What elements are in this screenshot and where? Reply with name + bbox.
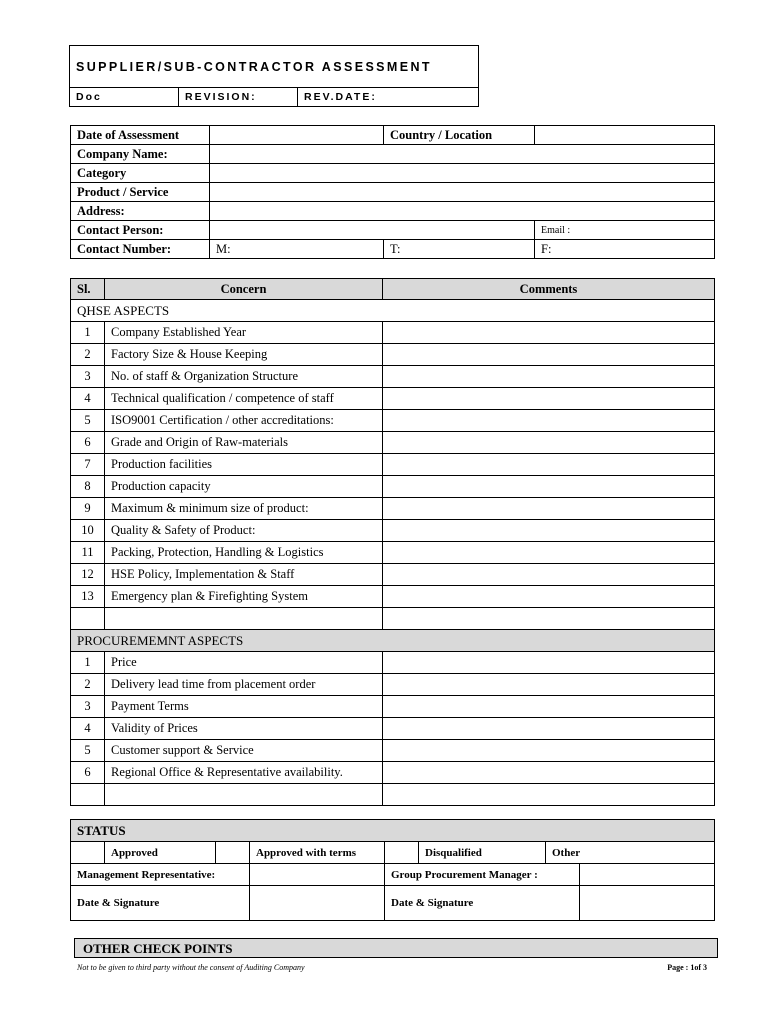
approved-with-terms-label: Approved with terms: [250, 842, 385, 864]
blank-comments-cell[interactable]: [383, 608, 715, 630]
comments-field[interactable]: [383, 520, 715, 542]
contact-person-label: Contact Person:: [71, 221, 210, 240]
comments-field[interactable]: [383, 542, 715, 564]
supplier-info-table: [70, 125, 715, 259]
concern-text: Price: [105, 652, 383, 674]
rev-date-field[interactable]: REV.DATE:: [298, 88, 479, 107]
product-service-label: Product / Service: [71, 183, 210, 202]
col-concern-header: Concern: [105, 279, 383, 300]
comments-field[interactable]: [383, 344, 715, 366]
company-name-field[interactable]: [210, 145, 715, 164]
concern-text: Emergency plan & Firefighting System: [105, 586, 383, 608]
concern-text: Delivery lead time from placement order: [105, 674, 383, 696]
page-number: Page : 1of 3: [667, 963, 707, 972]
concern-text: HSE Policy, Implementation & Staff: [105, 564, 383, 586]
concern-row: [71, 476, 715, 498]
concern-row: [71, 322, 715, 344]
row-number: 9: [71, 498, 105, 520]
company-name-label: Company Name:: [71, 145, 210, 164]
concern-text: Validity of Prices: [105, 718, 383, 740]
concern-row: [71, 454, 715, 476]
blank-comments-cell[interactable]: [383, 784, 715, 806]
telephone-field[interactable]: T:: [384, 240, 535, 259]
approved-label: Approved: [105, 842, 216, 864]
procurement-rows: [71, 652, 715, 784]
comments-field[interactable]: [383, 388, 715, 410]
email-field[interactable]: Email :: [535, 221, 715, 240]
approved-checkbox[interactable]: [71, 842, 105, 864]
form-title: SUPPLIER/SUB-CONTRACTOR ASSESSMENT: [70, 46, 479, 88]
concern-text: Regional Office & Representative availability.: [105, 762, 383, 784]
revision-field[interactable]: REVISION:: [179, 88, 298, 107]
concern-text: Company Established Year: [105, 322, 383, 344]
status-table: [70, 819, 715, 921]
row-number: 5: [71, 740, 105, 762]
disqualified-checkbox[interactable]: [385, 842, 419, 864]
row-number: 12: [71, 564, 105, 586]
concern-row: [71, 564, 715, 586]
row-number: 3: [71, 696, 105, 718]
concern-text: Customer support & Service: [105, 740, 383, 762]
group-procurement-manager-field[interactable]: [580, 864, 715, 886]
blank-concern-cell: [105, 784, 383, 806]
blank-sl-cell: [71, 608, 105, 630]
row-number: 1: [71, 652, 105, 674]
col-comments-header: Comments: [383, 279, 715, 300]
comments-field[interactable]: [383, 454, 715, 476]
row-number: 7: [71, 454, 105, 476]
concern-text: Grade and Origin of Raw-materials: [105, 432, 383, 454]
concern-row: [71, 388, 715, 410]
row-number: 3: [71, 366, 105, 388]
comments-field[interactable]: [383, 564, 715, 586]
comments-field[interactable]: [383, 762, 715, 784]
concern-text: No. of staff & Organization Structure: [105, 366, 383, 388]
concern-text: Packing, Protection, Handling & Logistics: [105, 542, 383, 564]
management-representative-field[interactable]: [250, 864, 385, 886]
concern-row: [71, 586, 715, 608]
blank-concern-cell: [105, 608, 383, 630]
concern-text: Technical qualification / competence of staff: [105, 388, 383, 410]
status-section-title: STATUS: [71, 820, 715, 842]
contact-number-label: Contact Number:: [71, 240, 210, 259]
concern-row: [71, 432, 715, 454]
country-location-label: Country / Location: [384, 126, 535, 145]
qhse-rows: [71, 322, 715, 608]
concern-row: [71, 674, 715, 696]
concern-row: [71, 696, 715, 718]
confidentiality-note: Not to be given to third party without the consent of Auditing Company: [77, 963, 305, 972]
mobile-field[interactable]: M:: [210, 240, 384, 259]
date-of-assessment-label: Date of Assessment: [71, 126, 210, 145]
concern-text: Payment Terms: [105, 696, 383, 718]
concern-text: Production facilities: [105, 454, 383, 476]
blank-sl-cell: [71, 784, 105, 806]
row-number: 5: [71, 410, 105, 432]
concern-row: [71, 344, 715, 366]
concern-row: [71, 652, 715, 674]
group-procurement-manager-label: Group Procurement Manager :: [385, 864, 580, 886]
date-signature-label-2: Date & Signature: [385, 886, 580, 921]
product-service-field[interactable]: [210, 183, 715, 202]
country-location-field[interactable]: [535, 126, 715, 145]
category-field[interactable]: [210, 164, 715, 183]
row-number: 2: [71, 344, 105, 366]
concerns-table: [70, 278, 715, 806]
concern-text: Quality & Safety of Product:: [105, 520, 383, 542]
contact-person-field[interactable]: [210, 221, 535, 240]
comments-field[interactable]: [383, 718, 715, 740]
comments-field[interactable]: [383, 476, 715, 498]
comments-field[interactable]: [383, 696, 715, 718]
row-number: 2: [71, 674, 105, 696]
other-label: Other: [546, 842, 715, 864]
comments-field[interactable]: [383, 652, 715, 674]
procurement-section-title: PROCUREMEMNT ASPECTS: [71, 630, 715, 652]
category-label: Category: [71, 164, 210, 183]
concern-row: [71, 366, 715, 388]
other-check-points-title: OTHER CHECK POINTS: [74, 938, 718, 958]
row-number: 11: [71, 542, 105, 564]
concern-row: [71, 410, 715, 432]
document-header: [69, 45, 479, 107]
row-number: 6: [71, 762, 105, 784]
comments-field[interactable]: [383, 366, 715, 388]
concern-row: [71, 740, 715, 762]
comments-field[interactable]: [383, 498, 715, 520]
comments-field[interactable]: [383, 674, 715, 696]
management-representative-label: Management Representative:: [71, 864, 250, 886]
concern-text: Maximum & minimum size of product:: [105, 498, 383, 520]
concern-row: [71, 520, 715, 542]
approved-with-terms-checkbox[interactable]: [216, 842, 250, 864]
concern-row: [71, 542, 715, 564]
concern-row: [71, 498, 715, 520]
qhse-section-title: QHSE ASPECTS: [71, 300, 715, 322]
concern-text: Factory Size & House Keeping: [105, 344, 383, 366]
concern-text: Production capacity: [105, 476, 383, 498]
concern-row: [71, 762, 715, 784]
date-signature-label-1: Date & Signature: [71, 886, 250, 921]
comments-field[interactable]: [383, 410, 715, 432]
comments-field[interactable]: [383, 740, 715, 762]
comments-field[interactable]: [383, 586, 715, 608]
row-number: 4: [71, 718, 105, 740]
comments-field[interactable]: [383, 432, 715, 454]
row-number: 13: [71, 586, 105, 608]
row-number: 4: [71, 388, 105, 410]
date-of-assessment-field[interactable]: [210, 126, 384, 145]
concern-row: [71, 718, 715, 740]
row-number: 6: [71, 432, 105, 454]
date-signature-field-1[interactable]: [250, 886, 385, 921]
doc-field[interactable]: Doc: [70, 88, 179, 107]
fax-field[interactable]: F:: [535, 240, 715, 259]
row-number: 10: [71, 520, 105, 542]
concern-text: ISO9001 Certification / other accreditations:: [105, 410, 383, 432]
address-label: Address:: [71, 202, 210, 221]
row-number: 1: [71, 322, 105, 344]
col-sl-header: Sl.: [71, 279, 105, 300]
date-signature-field-2[interactable]: [580, 886, 715, 921]
disqualified-label: Disqualified: [419, 842, 546, 864]
row-number: 8: [71, 476, 105, 498]
comments-field[interactable]: [383, 322, 715, 344]
address-field[interactable]: [210, 202, 715, 221]
